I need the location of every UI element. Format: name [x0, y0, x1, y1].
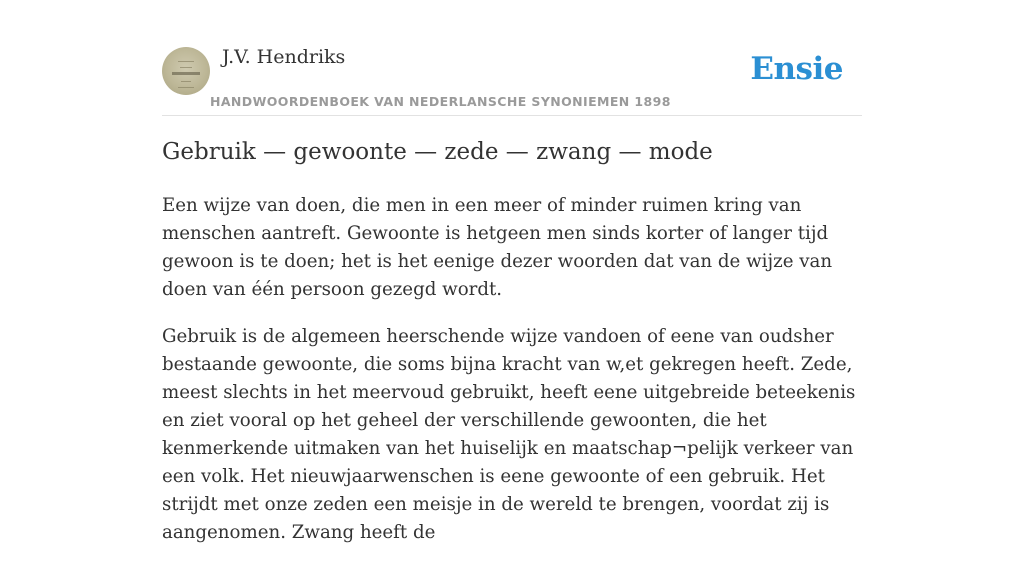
- brand-logo[interactable]: Ensie: [750, 51, 843, 87]
- header-divider: [162, 115, 862, 116]
- entry-paragraph: Een wijze van doen, die men in een meer of minder ruimen kring van menschen aantreft. Gewoonte is hetgeen men sinds korter of langer tijd gewoon is te doen; het is het eenige dezer woorden dat van de wijze van doen van één persoon gezegd wordt.: [162, 195, 833, 300]
- source-title[interactable]: HANDWOORDENBOEK VAN NEDERLANSCHE SYNONIEMEN 1898: [210, 94, 671, 109]
- author-avatar[interactable]: [162, 47, 210, 95]
- author-name[interactable]: J.V. Hendriks: [222, 46, 346, 68]
- entry-body: [162, 192, 862, 566]
- entry-paragraph: Gebruik is de algemeen heerschende wijze vandoen of eene van oudsher bestaande gewoonte, die soms bijna kracht van w,et gekregen heeft. Zede, meest slechts in het meervoud gebruikt, heeft eene uitgebreide beteekenis en ziet vooral op het geheel der verschillende gewoonten, die het kenmerkende uitmaken van het huiselijk en maatschap¬pelijk verkeer van een volk. Het nieuwjaarwenschen is eene gewoonte of een gebruik. Het strijdt met onze zeden een meisje in de wereld te brengen, voordat zij is aangenomen. Zwang heeft de: [162, 326, 856, 543]
- entry-title: Gebruik — gewoonte — zede — zwang — mode: [162, 139, 713, 165]
